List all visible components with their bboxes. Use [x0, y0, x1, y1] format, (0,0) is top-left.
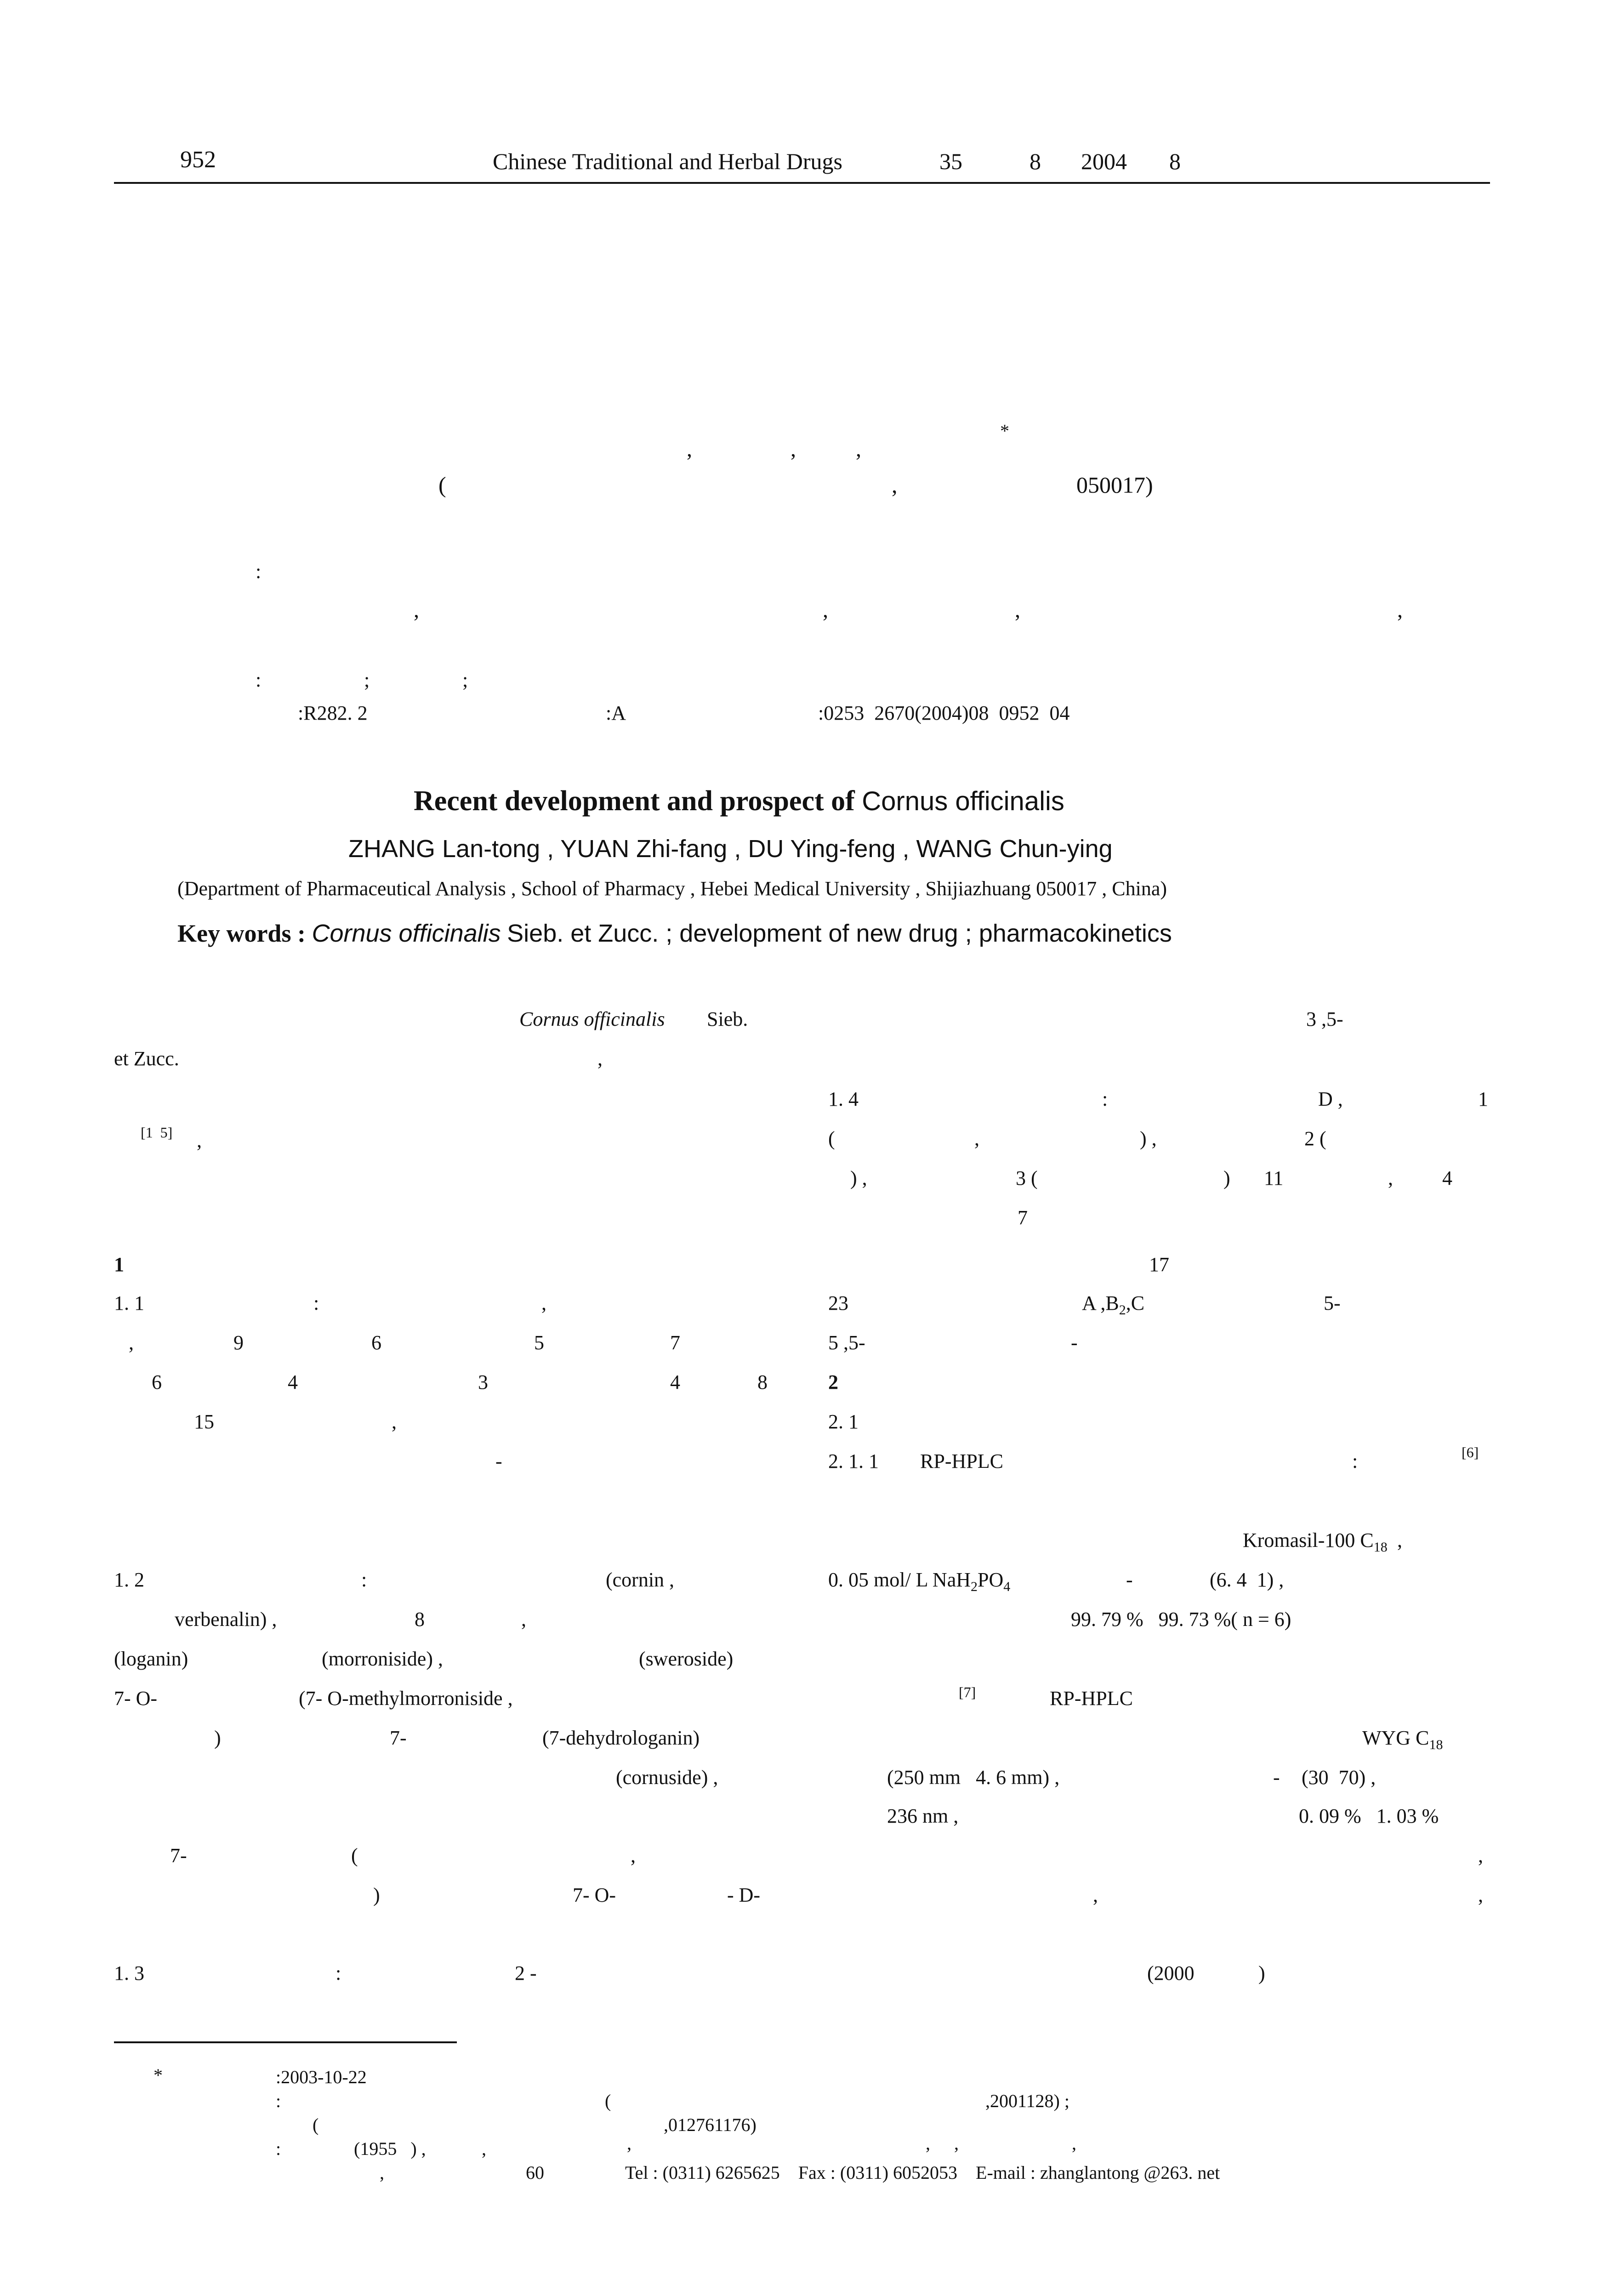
value: 5-	[1324, 1292, 1341, 1314]
section-2-heading: 2	[828, 1371, 838, 1393]
compound-cornin: (cornin ,	[606, 1569, 675, 1591]
birth-year: (1955 ) ,	[354, 2138, 426, 2159]
mobile-phase-buffer	[828, 1570, 1010, 1594]
punct: ,	[541, 1292, 546, 1314]
value: 4	[288, 1371, 298, 1393]
compound-dehydrologanin: (7-dehydrologanin)	[542, 1727, 700, 1749]
section-1-heading: 1	[114, 1253, 124, 1276]
column-name: Kromasil-100 C	[1243, 1529, 1374, 1552]
compound-loganin: (loganin)	[114, 1648, 188, 1670]
english-title-main: Recent development and prospect of	[414, 785, 855, 817]
author-comma-2: ,	[791, 437, 796, 461]
received-date: :2003-10-22	[276, 2067, 367, 2087]
mobile-phase-ratio: (30 70) ,	[1302, 1766, 1376, 1789]
buffer: PO	[978, 1569, 1004, 1591]
punct: ,	[1478, 1884, 1483, 1906]
affiliation-open-paren: (	[438, 472, 446, 498]
punct: ,	[521, 1608, 526, 1631]
keywords-colon: :	[256, 669, 262, 691]
subscript: 18	[1429, 1737, 1443, 1752]
punct: ,	[1072, 2133, 1076, 2154]
punct: (	[351, 1844, 358, 1867]
species-name: Cornus officinalis	[519, 1008, 665, 1030]
abstract-comma: ,	[1015, 598, 1020, 622]
punct: :	[276, 2091, 281, 2111]
compound-ab: A ,B	[1082, 1292, 1119, 1314]
punct: ,	[631, 1844, 636, 1867]
value: 4	[1442, 1167, 1452, 1189]
value: 6	[152, 1371, 162, 1393]
value: 5 ,5-	[828, 1331, 865, 1354]
english-authors: ZHANG Lan-tong , YUAN Zhi-fang , DU Ying-feng , WANG Chun-ying	[348, 835, 1113, 863]
punct: ,	[482, 2138, 486, 2159]
compound-cornuside: (cornuside) ,	[616, 1766, 718, 1789]
punct: ,	[197, 1129, 202, 1152]
section-2-1: 2. 1	[828, 1410, 859, 1433]
english-title	[414, 787, 1064, 815]
punct: ) ,	[850, 1167, 867, 1189]
abstract-comma: ,	[823, 598, 828, 622]
journal-volume: 35	[939, 148, 962, 174]
punct: )	[373, 1884, 380, 1906]
affiliation-comma: ,	[892, 472, 898, 498]
document-code: :A	[606, 702, 626, 724]
compound-morroniside: (morroniside) ,	[322, 1648, 443, 1670]
author-comma-1: ,	[687, 437, 692, 461]
section-1-2: 1. 2	[114, 1569, 144, 1591]
punct: -	[1071, 1331, 1078, 1354]
corresponding-star: *	[1000, 421, 1009, 441]
value: 11	[1264, 1167, 1284, 1189]
value: 1	[1478, 1088, 1488, 1110]
punct: ,	[1388, 1167, 1393, 1189]
punct: ,	[1397, 1529, 1402, 1552]
punct: :	[1352, 1450, 1358, 1472]
punct: ,	[1093, 1884, 1098, 1906]
journal-title: Chinese Traditional and Herbal Drugs	[493, 148, 843, 174]
value: 7	[670, 1331, 680, 1354]
english-affiliation: (Department of Pharmaceutical Analysis , School of Pharmacy , Hebei Medical University , Shijiazhuang 050017 , China)	[177, 877, 1167, 900]
species-author: Sieb.	[707, 1008, 748, 1030]
punct: )	[1258, 1962, 1265, 1984]
year-2000: (2000	[1147, 1962, 1194, 1984]
value: 2 (	[1304, 1127, 1326, 1150]
keywords-semicolon: ;	[462, 669, 468, 691]
citation: [7]	[959, 1684, 976, 1700]
abstract-comma: ,	[414, 598, 419, 622]
punct: :	[361, 1569, 367, 1591]
subscript: 4	[1003, 1579, 1011, 1594]
recovery-range: 99. 79 % 99. 73 %( n = 6)	[1071, 1608, 1291, 1631]
punct: ,	[380, 2162, 384, 2183]
punct: ) ,	[1140, 1127, 1157, 1150]
citation: [1 5]	[141, 1124, 173, 1141]
punct: -	[495, 1450, 502, 1472]
method-rp-hplc: RP-HPLC	[1050, 1687, 1133, 1710]
value: 4	[670, 1371, 680, 1393]
buffer: 0. 05 mol/ L NaH	[828, 1569, 971, 1591]
citation: [6]	[1462, 1444, 1479, 1461]
punct: :	[276, 2138, 281, 2159]
value: ,	[129, 1331, 134, 1354]
column-kromasil	[1243, 1530, 1388, 1554]
value: 9	[233, 1331, 244, 1354]
method-rp-hplc: RP-HPLC	[920, 1450, 1003, 1472]
section-2-1-1: 2. 1. 1	[828, 1450, 879, 1472]
punct: (	[313, 2114, 319, 2135]
value: 7	[1018, 1206, 1028, 1229]
punct: :	[1102, 1088, 1108, 1110]
section-1-1: 1. 1	[114, 1292, 144, 1314]
compound-prefix: 7- O-	[114, 1687, 158, 1710]
value: D ,	[1318, 1088, 1343, 1110]
fund-number: ,2001128) ;	[985, 2091, 1069, 2111]
keywords-label: Key words :	[177, 920, 306, 947]
compound-sweroside: (sweroside)	[639, 1648, 734, 1670]
punct: ,	[1478, 1844, 1483, 1867]
punct: (	[605, 2091, 611, 2111]
punct: )	[214, 1727, 221, 1749]
abstract-colon: :	[256, 560, 262, 583]
contact-info: Tel : (0311) 6265625 Fax : (0311) 6052053 E-mail : zhanglantong @263. net	[625, 2162, 1220, 2183]
header-rule	[114, 182, 1490, 184]
punct: ,	[392, 1410, 397, 1433]
punct: ,	[954, 2133, 959, 2154]
english-keywords	[177, 921, 1172, 946]
value: 3 (	[1016, 1167, 1038, 1189]
punct: -	[1273, 1766, 1280, 1789]
value: 15	[194, 1410, 214, 1433]
punct: ,	[627, 2133, 631, 2154]
mobile-phase-ratio: (6. 4 1) ,	[1210, 1569, 1284, 1591]
punct: ,	[974, 1127, 979, 1150]
compound-prefix: 7- O-	[573, 1884, 616, 1906]
affiliation-postcode: 050017)	[1076, 472, 1153, 498]
author-comma-3: ,	[856, 437, 861, 461]
keywords-species: Cornus officinalis	[312, 920, 501, 947]
compound-labels	[1082, 1293, 1144, 1317]
punct: :	[336, 1962, 341, 1984]
value: 2 -	[515, 1962, 537, 1984]
english-title-species: Cornus officinalis	[862, 786, 1064, 816]
section-1-4: 1. 4	[828, 1088, 859, 1110]
fund-number: ,012761176)	[664, 2114, 756, 2135]
punct: ,	[597, 1047, 603, 1070]
punct: )	[1223, 1167, 1230, 1189]
punct: ,	[926, 2133, 930, 2154]
compound-prefix: 7-	[390, 1727, 407, 1749]
subscript: 18	[1373, 1539, 1388, 1555]
article-id: :0253 2670(2004)08 0952 04	[818, 702, 1070, 724]
value: 3 ,5-	[1306, 1008, 1343, 1030]
section-1-3: 1. 3	[114, 1962, 144, 1984]
column-wyg	[1362, 1728, 1443, 1752]
column-dimensions: (250 mm 4. 6 mm) ,	[887, 1766, 1060, 1789]
rsd-range: 0. 09 % 1. 03 %	[1299, 1805, 1439, 1827]
compound-c: ,C	[1126, 1292, 1145, 1314]
abstract-comma: ,	[1397, 598, 1403, 622]
punct: (	[828, 1127, 835, 1150]
value: 23	[828, 1292, 848, 1314]
journal-issue: 8	[1030, 148, 1041, 174]
footnote-rule	[114, 2041, 457, 2043]
compound-verbenalin: verbenalin) ,	[175, 1608, 277, 1631]
value: 60	[526, 2162, 544, 2183]
value: 8	[757, 1371, 768, 1393]
compound-methylmorroniside: (7- O-methylmorroniside ,	[299, 1687, 513, 1710]
journal-year: 2004	[1081, 148, 1127, 174]
page-number: 952	[180, 147, 216, 173]
value: 8	[415, 1608, 425, 1631]
subscript: 2	[971, 1579, 978, 1594]
journal-month: 8	[1169, 148, 1181, 174]
compound-prefix: - D-	[727, 1884, 761, 1906]
keywords-semicolon: ;	[364, 669, 370, 691]
punct: -	[1126, 1569, 1133, 1591]
punct: :	[313, 1292, 319, 1314]
species-author-cont: et Zucc.	[114, 1047, 179, 1070]
value: 3	[478, 1371, 488, 1393]
value: 6	[371, 1331, 381, 1354]
wavelength: 236 nm ,	[887, 1805, 959, 1827]
column-name: WYG C	[1362, 1727, 1429, 1749]
subscript: 2	[1119, 1302, 1126, 1318]
clc-number: :R282. 2	[298, 702, 368, 724]
keywords-rest: Sieb. et Zucc. ; development of new drug ; pharmacokinetics	[507, 920, 1172, 947]
value: 5	[534, 1331, 544, 1354]
footnote-star: *	[154, 2065, 163, 2086]
compound-prefix: 7-	[170, 1844, 187, 1867]
value: 17	[1149, 1253, 1169, 1276]
